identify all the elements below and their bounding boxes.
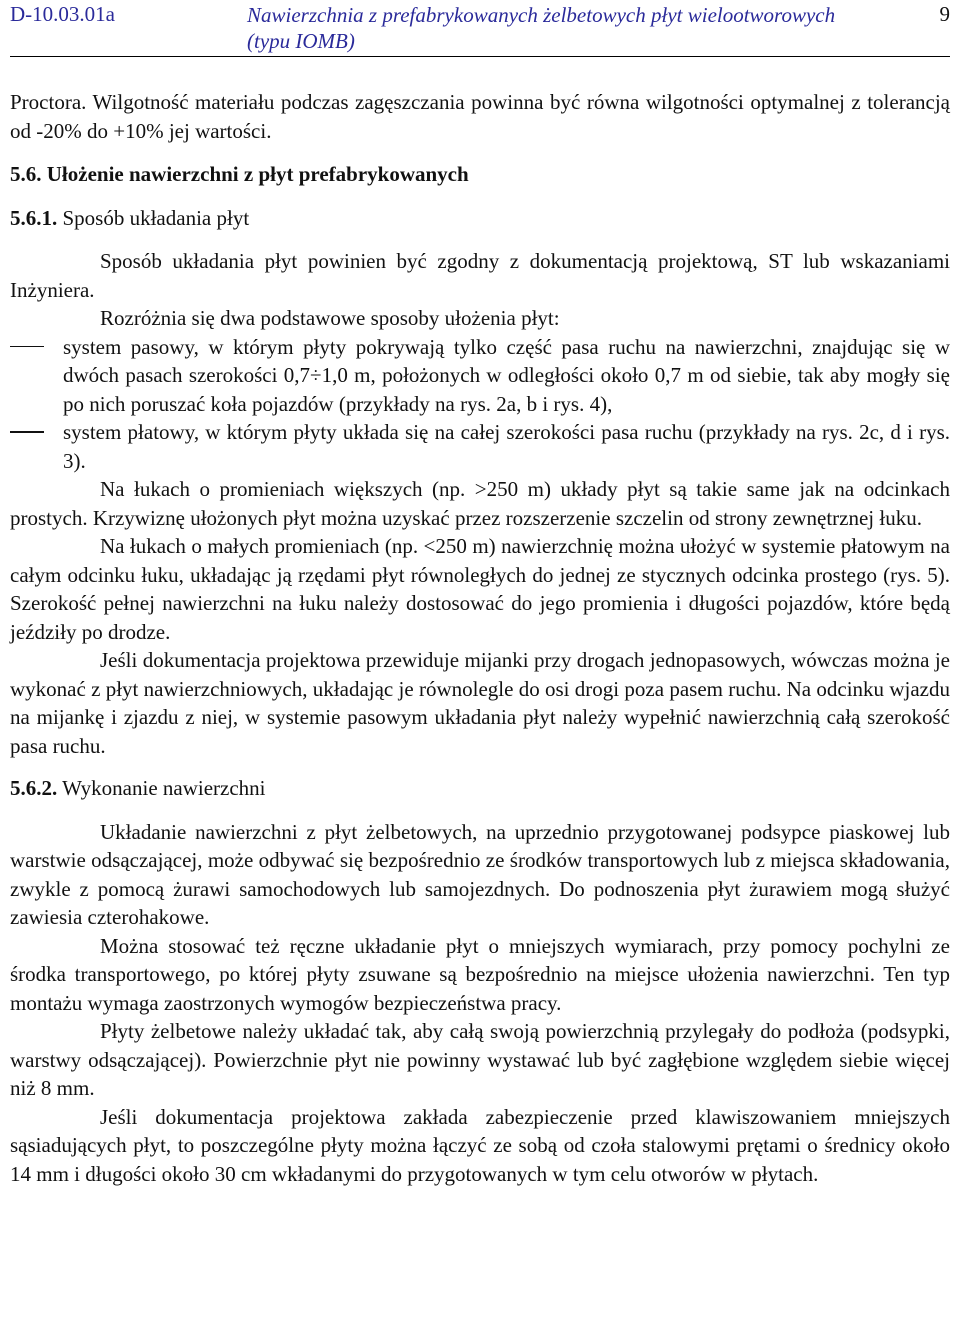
list-item	[10, 333, 950, 419]
section-number: 5.6.2.	[10, 776, 58, 800]
list-item	[10, 418, 950, 475]
section-number: 5.6.1.	[10, 205, 58, 230]
paragraph-klawiszowanie: Jeśli dokumentacja projektowa zakłada zabezpieczenie przed klawiszowaniem mniejszych sąsiadujących płyt, to poszczególne płyty można łączyć ze sobą od czoła stalowymi prętami o średnicy około 14 mm i długości około 30 cm wkładanymi do przygotowanych w tym celu otworów w płytach.	[10, 1104, 950, 1186]
section-title: Wykonanie nawierzchni	[62, 776, 266, 800]
document-body	[10, 88, 950, 1188]
paragraph-rozroznia: Rozróżnia się dwa podstawowe sposoby ułożenia płyt:	[100, 306, 560, 330]
paragraph-lukach-malych: Na łukach o małych promieniach (np. <250 m) nawierzchnię można ułożyć w systemie płatowym na całym odcinku łuku, układając ją rzędami płyt równoległych do jednej ze stycznych odcinka prostego (rys. 5). Szerokość pełnej nawierzchni na łuku należy dostosować do jego promienia i długości pojazdów, które będą jeździły po drodze.	[10, 534, 950, 644]
list-item-text: system płatowy, w którym płyty układa się na całej szerokości pasa ruchu (przykłady na rys. 2c, d i rys. 3).	[63, 420, 950, 473]
document-code: D-10.03.01a	[10, 2, 115, 26]
paragraph-ukladanie: Układanie nawierzchni z płyt żelbetowych, na uprzednio przygotowanej podsypce piaskowej lub warstwie odsączającej, może odbywać się bezpośrednio ze środków transportowych lub z miejsca składowania, zwykle z pomocą żurawi samochodowych lub samojezdnych. Do podnoszenia płyt żurawiem mogą służyć zawiesia czterohakowe.	[10, 819, 950, 929]
paragraph-sposob: Sposób układania płyt powinien być zgodny z dokumentacją projektową, ST lub wskazaniami Inżyniera.	[10, 249, 950, 302]
paragraph-mijanki: Jeśli dokumentacja projektowa przewiduje mijanki przy drogach jednopasowych, wówczas można je wykonać z płyt nawierzchniowych, układając je równolegle do osi drogi poza pasem ruchu. Na odcinku wjazdu na mijankę i zjazdu z niej, w systemie pasowym układania płyt należy wypełnić nawierzchnią całą szerokość pasa ruchu.	[10, 648, 950, 758]
dash-bullet-icon	[10, 431, 44, 433]
paragraph-intro: Proctora. Wilgotność materiału podczas zagęszczania powinna być równa wilgotności optymalnej z tolerancją od -20% do +10% jej wartości.	[10, 90, 950, 143]
document-title: Nawierzchnia z prefabrykowanych żelbetowych płyt wielootworowych (typu IOMB)	[247, 3, 836, 53]
section-title: Sposób układania płyt	[62, 205, 250, 230]
dash-bullet-icon	[10, 346, 44, 348]
section-heading-5-6-2	[10, 774, 950, 803]
list-item-text: system pasowy, w którym płyty pokrywają tylko część pasa ruchu na nawierzchni, znajdując się w dwóch pasach szerokości 0,7÷1,0 m, położonych w odległości około 0,7 m od siebie, tak aby mogły się po nich poruszać koła pojazdów (przykłady na rys. 2a, b i rys. 4),	[63, 334, 950, 416]
page-header	[10, 0, 950, 57]
paragraph-lukach-wiekszych: Na łukach o promieniach większych (np. >250 m) układy płyt są takie same jak na odcinkach prostych. Krzywiznę ułożonych płyt można uzyskać przez rozszerzenie szczelin od strony zewnętrznej łuku.	[10, 477, 950, 530]
section-heading-5-6: 5.6. Ułożenie nawierzchni z płyt prefabrykowanych	[10, 162, 469, 186]
paragraph-plyty: Płyty żelbetowe należy układać tak, aby całą swoją powierzchnią przylegały do podłoża (podsypki, warstwy odsączającej). Powierzchnie płyt nie powinny wystawać lub być zagłębione względem siebie więcej niż 8 mm.	[10, 1019, 950, 1100]
section-heading-5-6-1	[10, 204, 950, 233]
paragraph-reczne: Można stosować też ręczne układanie płyt o mniejszych wymiarach, przy pomocy pochylni ze środka transportowego, po której płyty zsuwane są bezpośrednio na miejsce ułożenia nawierzchni. Ten typ montażu wymaga zaostrzonych wymogów bezpieczeństwa pracy.	[10, 933, 950, 1015]
page-number: 9	[939, 2, 950, 26]
